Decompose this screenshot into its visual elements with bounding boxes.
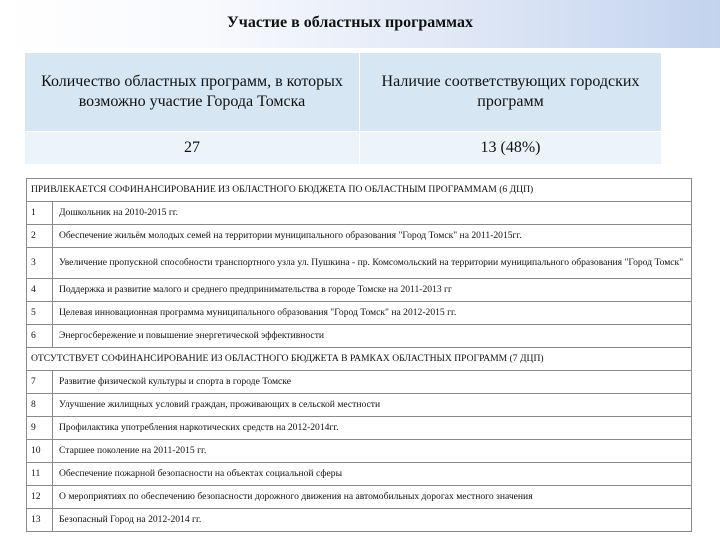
program-name: Поддержка и развитие малого и среднего предпринимательства в городе Томске на 2011-2013 гг [53,279,692,302]
table-row [27,463,692,486]
summary-value-row [25,132,662,165]
row-number: 12 [27,486,53,509]
summary-col2-value: 13 (48%) [360,132,662,165]
section-heading-row [27,179,692,202]
table-row [27,202,692,225]
row-number: 4 [27,279,53,302]
table-row [27,248,692,279]
row-number: 13 [27,509,53,532]
row-number: 9 [27,417,53,440]
table-row [27,279,692,302]
table-row [27,325,692,348]
table-row [27,371,692,394]
row-number: 5 [27,302,53,325]
program-name: Увеличение пропускной способности транспортного узла ул. Пушкина - пр. Комсомольский на территории муниципального образования "Город Томск" [53,248,692,279]
program-name: Улучшение жилищных условий граждан, проживающих в сельской местности [53,394,692,417]
row-number: 11 [27,463,53,486]
row-number: 1 [27,202,53,225]
row-number: 6 [27,325,53,348]
program-name: Дошкольник на 2010-2015 гг. [53,202,692,225]
program-name: Обеспечение пожарной безопасности на объектах социальной сферы [53,463,692,486]
table-row [27,486,692,509]
table-row [27,509,692,532]
program-name: Старшее поколение на 2011-2015 гг. [53,440,692,463]
row-number: 7 [27,371,53,394]
summary-col2-header: Наличие соответствующих городских программ [360,53,662,132]
row-number: 8 [27,394,53,417]
page-title: Участие в областных программах [227,14,473,31]
table-row [27,417,692,440]
summary-header-row [25,53,662,132]
program-name: Профилактика употребления наркотических средств на 2012-2014гг. [53,417,692,440]
row-number: 2 [27,225,53,248]
table-row [27,394,692,417]
section-heading-no-cofinancing: ОТСУТСТВУЕТ СОФИНАНСИРОВАНИЕ ИЗ ОБЛАСТНОГО БЮДЖЕТА В РАМКАХ ОБЛАСТНЫХ ПРОГРАММ (7 ДЦП) [27,348,692,371]
summary-table [24,52,662,165]
program-name: Развитие физической культуры и спорта в городе Томске [53,371,692,394]
programs-table [26,178,692,532]
table-row [27,225,692,248]
table-row [27,302,692,325]
section-heading-row [27,348,692,371]
program-name: О мероприятиях по обеспечению безопасности дорожного движения на автомобильных дорогах местного значения [53,486,692,509]
row-number: 10 [27,440,53,463]
program-name: Безопасный Город на 2012-2014 гг. [53,509,692,532]
row-number: 3 [27,248,53,279]
table-row [27,440,692,463]
program-name: Обеспечение жильём молодых семей на территории муниципального образования "Город Томск" на 2011-2015гг. [53,225,692,248]
summary-col1-value: 27 [25,132,360,165]
program-name: Целевая инновационная программа муниципального образования "Город Томск" на 2012-2015 гг. [53,302,692,325]
program-name: Энергосбережение и повышение энергетической эффективности [53,325,692,348]
summary-col1-header: Количество областных программ, в которых возможно участие Города Томска [25,53,360,132]
section-heading-cofinanced: ПРИВЛЕКАЕТСЯ СОФИНАНСИРОВАНИЕ ИЗ ОБЛАСТНОГО БЮДЖЕТА ПО ОБЛАСТНЫМ ПРОГРАММАМ (6 ДЦП) [27,179,692,202]
